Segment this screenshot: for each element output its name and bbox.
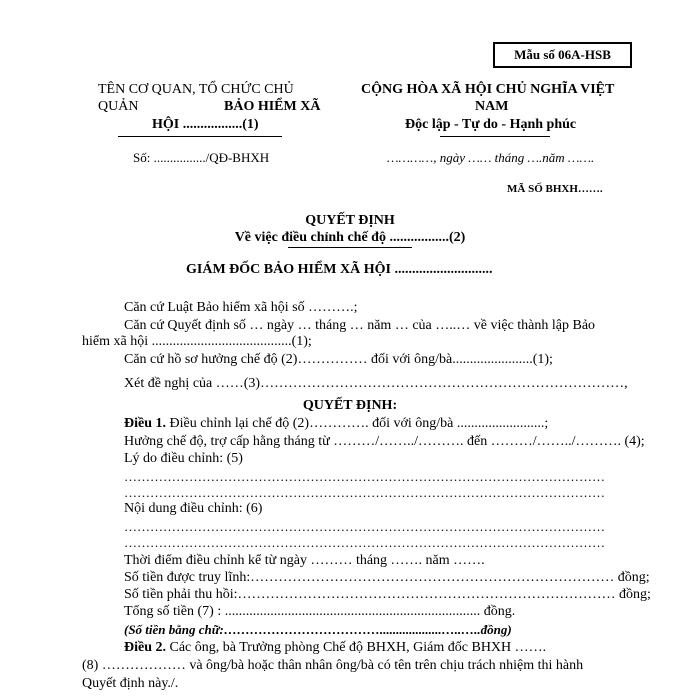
article-1-text: Điều chỉnh lại chế độ (2)…………. đối với ông/bà .........................;	[166, 416, 549, 431]
national-title-line1: CỘNG HÒA XÃ HỘI CHỦ NGHĨA VIỆT	[361, 82, 615, 97]
adjustment-time: Thời điểm điều chỉnh kể từ ngày ……… tháng ……. năm …….	[124, 553, 485, 568]
article-2-label: Điều 2.	[124, 640, 166, 655]
agency-name-line2a: QUẢN	[98, 99, 139, 114]
article-1-period: Hưởng chế độ, trợ cấp hằng tháng từ ………/……../………. đến ………/……../………. (4);	[124, 434, 645, 449]
preamble-establishment: Căn cứ Quyết định số … ngày … tháng … năm … của …..… về việc thành lập Bảo	[124, 318, 596, 333]
form-code-box: Mẫu số 06A-HSB	[493, 42, 632, 68]
preamble-dossier: Căn cứ hồ sơ hưởng chế độ (2)…………… đối với ông/bà.......................(1);	[124, 352, 553, 367]
national-title-line2: NAM	[475, 99, 509, 114]
content-label: Nội dung điều chỉnh: (6)	[124, 501, 263, 516]
reason-dots-1: …………………………………………………………………………………………………	[124, 469, 605, 484]
authority-title: GIÁM ĐỐC BẢO HIỂM XÃ HỘI ............................	[186, 262, 493, 277]
recovery-amount: Số tiền phải thu hồi:……………………………………………………………………… đồng;	[124, 587, 651, 602]
agency-name-line2b: BẢO HIỂM XÃ	[224, 99, 321, 114]
date-line: …………, ngày …… tháng ….năm …….	[387, 150, 595, 165]
content-dots-1: …………………………………………………………………………………………………	[124, 519, 605, 534]
article-1-label: Điều 1.	[124, 416, 166, 431]
content-dots-2: …………………………………………………………………………………………………	[124, 535, 605, 550]
decision-heading: QUYẾT ĐỊNH:	[302, 398, 398, 413]
article-1-line1	[124, 416, 548, 432]
motto-underline	[440, 136, 550, 137]
agency-underline	[118, 136, 282, 137]
article-2-line3: Quyết định này./.	[82, 676, 179, 691]
total-amount: Tổng số tiền (7) : ......................................................................... đồng.	[124, 604, 516, 619]
preamble-establishment-cont: hiểm xã hội ........................................(1);	[82, 334, 312, 349]
reason-dots-2: …………………………………………………………………………………………………	[124, 485, 605, 500]
agency-name-line1: TÊN CƠ QUAN, TỔ CHỨC CHỦ	[98, 82, 294, 97]
insurance-code: MÃ SỐ BHXH…….	[507, 183, 603, 195]
amount-in-words: (Số tiền bằng chữ:………………………………...................…..…..đồng)	[124, 622, 512, 637]
document-number: Số: ................/QĐ-BHXH	[133, 150, 270, 165]
subject-underline	[288, 247, 412, 248]
agency-name-line3: HỘI .................(1)	[152, 117, 259, 132]
article-2-text: Các ông, bà Trưởng phòng Chế độ BHXH, Giám đốc BHXH …….	[166, 640, 547, 655]
reason-label: Lý do điều chỉnh: (5)	[124, 451, 243, 466]
preamble-law: Căn cứ Luật Bảo hiểm xã hội số ……….;	[124, 300, 358, 315]
decision-title: QUYẾT ĐỊNH	[305, 213, 395, 228]
arrears-amount: Số tiền được truy lĩnh:…………………………………………………………………… đồng;	[124, 570, 650, 585]
preamble-proposal: Xét đề nghị của ……(3)……………………………………………………………………,	[124, 376, 628, 391]
national-motto: Độc lập - Tự do - Hạnh phúc	[405, 117, 577, 132]
article-2-line2: (8) ……………… và ông/bà hoặc thân nhân ông/bà có tên trên chịu trách nhiệm thi hành	[82, 658, 584, 673]
article-2-line1	[124, 640, 546, 656]
decision-subject: Về việc điều chỉnh chế độ .................(2)	[234, 230, 466, 245]
